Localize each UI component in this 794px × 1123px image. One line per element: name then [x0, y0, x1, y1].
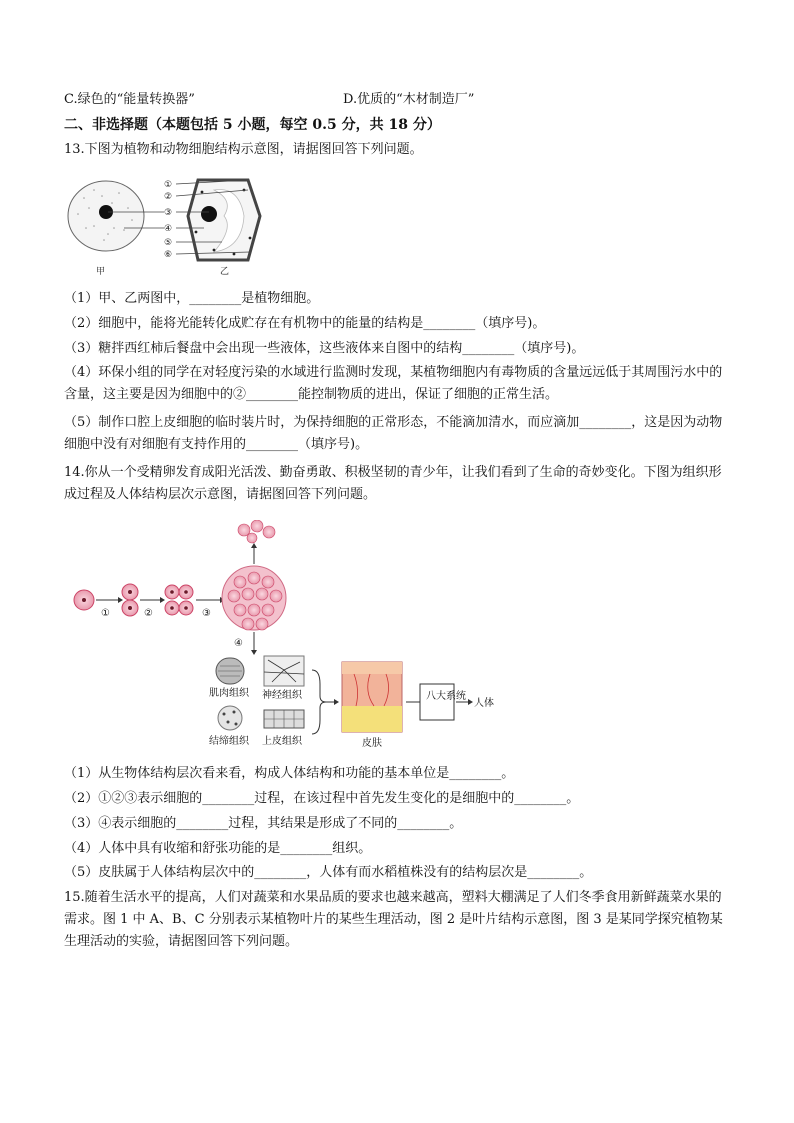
muscle-tissue [209, 658, 250, 699]
option-d: D.优质的“木材制造厂” [343, 92, 475, 107]
nerve-tissue [262, 656, 304, 701]
q13-sub-2: （2）细胞中，能将光能转化成贮存在有机物中的能量的结构是________（填序号)。 [64, 316, 546, 331]
svg-text:神经组织: 神经组织 [262, 690, 302, 701]
body-label: 人体 [474, 698, 494, 709]
q15-stem: 15.随着生活水平的提高，人们对蔬菜和水果品质的要求也越来越高，塑料大棚满足了人们冬季食用新鲜蔬菜水果的需求。图 1 中 A、B、C 分别表示某植物叶片的某些生理活动，图 2 是叶片结构示意图，图 3 是某同学探究植物某生理活动的实验，请据图回答下列问题。 [64, 890, 723, 949]
q14-sub-5: （5）皮肤属于人体结构层次中的________，人体有而水稻植株没有的结构层次是________。 [64, 865, 593, 880]
label-3: ③ [164, 208, 173, 218]
q14-sub-1: （1）从生物体结构层次看来看，构成人体结构和功能的基本单位是________。 [64, 766, 515, 781]
step-2: ② [144, 608, 153, 619]
option-c: C.绿色的“能量转换器” [64, 92, 195, 107]
q13-sub-5: （5）制作口腔上皮细胞的临时装片时，为保持细胞的正常形态，不能滴加清水，而应滴加________，这是因为动物细胞中没有对细胞有支持作用的________（填序号)。 [64, 415, 723, 452]
q14-sub-4: （4）人体中具有收缩和舒张功能的是________组织。 [64, 841, 372, 856]
q14-sub-3: （3）④表示细胞的________过程，其结果是形成了不同的________。 [64, 816, 463, 831]
svg-text:结缔组织: 结缔组织 [209, 736, 249, 747]
animal-cell [68, 181, 144, 251]
q13-sub-1: （1）甲、乙两图中，________是植物细胞。 [64, 291, 320, 306]
section-heading: 二、非选择题（本题包括 5 小题，每空 0.5 分，共 18 分） [64, 117, 441, 133]
q14-stem: 14.你从一个受精卵发育成阳光活泼、勤奋勇敢、积极坚韧的青少年，让我们看到了生命的奇妙变化。下图为组织形成过程及人体结构层次示意图，请据图回答下列问题。 [64, 465, 722, 502]
q13-sub-4: （4）环保小组的同学在对轻度污染的水域进行监测时发现，某植物细胞内有毒物质的含量远远低于其周围污水中的含量，这主要是因为细胞中的②________能控制物质的进出，保证了细胞的正常生活。 [64, 365, 723, 402]
step-4: ④ [234, 638, 243, 649]
label-1: ① [164, 180, 173, 190]
cell-diagram [64, 168, 284, 280]
svg-text:八大系统: 八大系统 [426, 691, 466, 702]
label-6: ⑥ [164, 250, 173, 260]
cell-mass [222, 566, 286, 630]
q14-sub-2: （2）①②③表示细胞的________过程，在该过程中首先发生变化的是细胞中的________。 [64, 791, 580, 806]
label-4: ④ [164, 224, 173, 234]
connective-tissue [209, 706, 250, 747]
caption-plant: 乙 [220, 267, 230, 277]
label-5: ⑤ [164, 238, 173, 248]
step-3: ③ [202, 608, 211, 619]
skin-organ [342, 662, 402, 749]
label-2: ② [164, 192, 173, 202]
svg-text:上皮组织: 上皮组织 [262, 736, 302, 747]
step-1: ① [101, 608, 110, 619]
svg-text:肌肉组织: 肌肉组织 [209, 688, 249, 699]
tissue-formation-diagram [64, 520, 504, 752]
q13-sub-3: （3）糖拌西红柿后餐盘中会出现一些液体，这些液体来自图中的结构________（填序号)。 [64, 341, 585, 356]
svg-text:皮肤: 皮肤 [362, 738, 382, 749]
epithelial-tissue [262, 710, 304, 747]
q13-stem: 13.下图为植物和动物细胞结构示意图，请据图回答下列问题。 [64, 142, 423, 157]
caption-animal: 甲 [96, 267, 106, 277]
